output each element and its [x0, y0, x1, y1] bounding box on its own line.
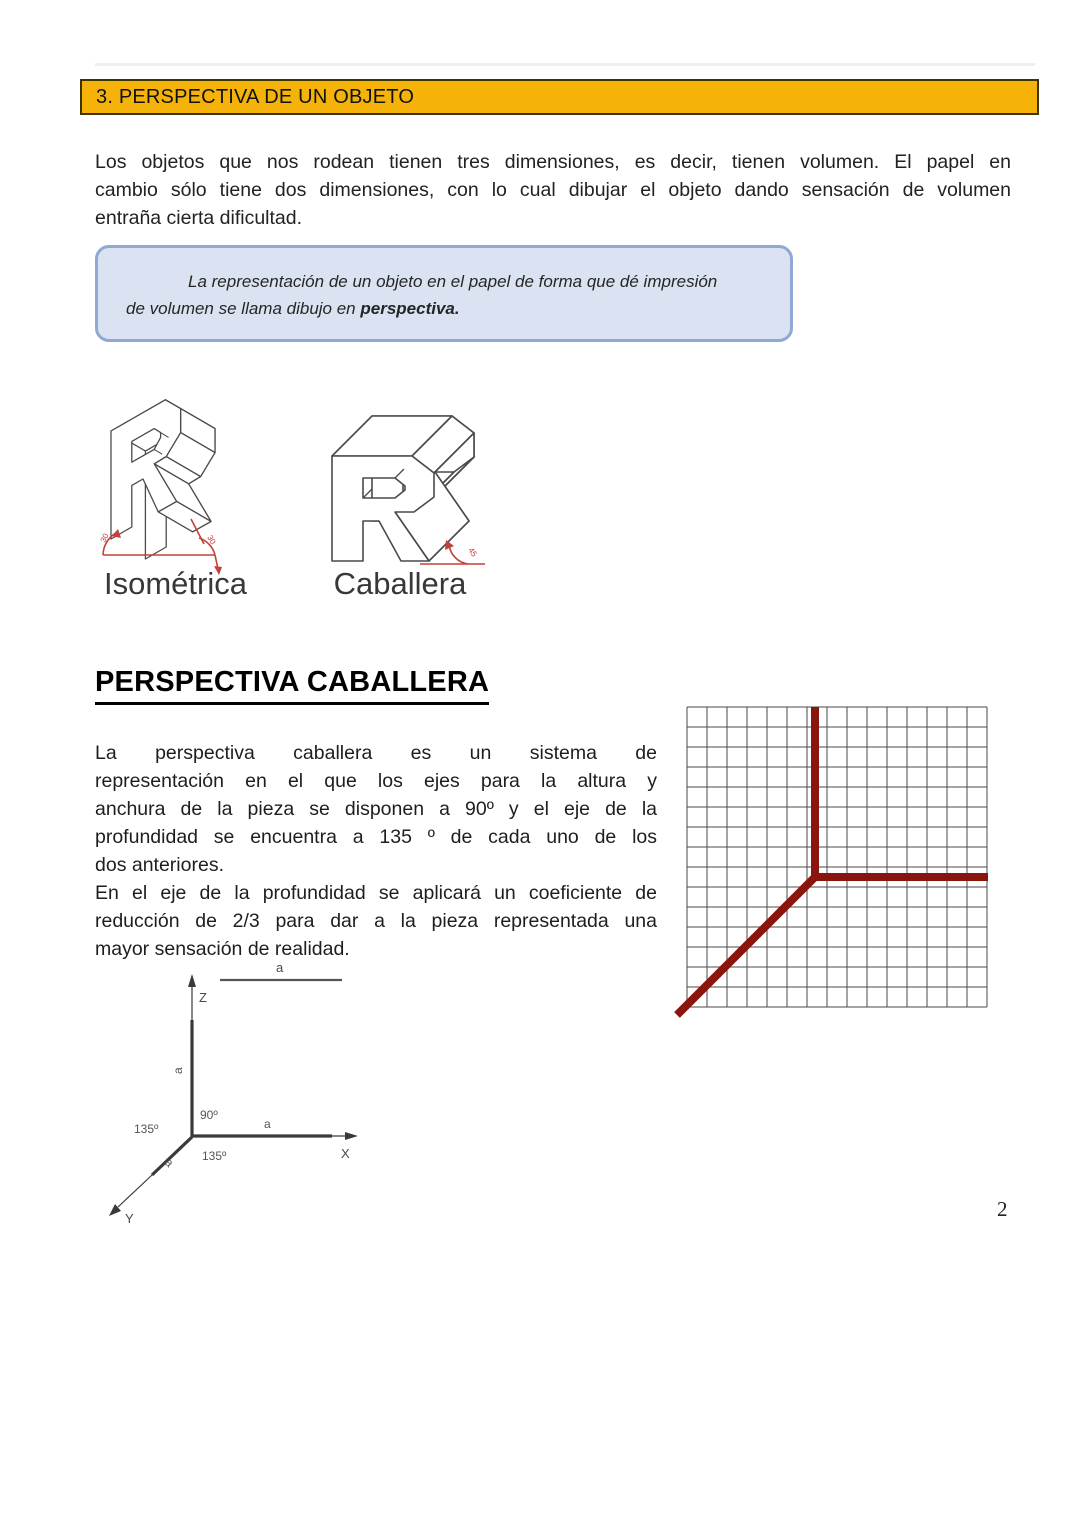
isometric-r-figure: [95, 385, 285, 590]
iso-angle-left-label: 30: [98, 531, 111, 544]
axes-z-label: Z: [199, 990, 207, 1005]
iso-angle-right-label: 30: [205, 533, 218, 546]
axes-a-x-label: a: [264, 1117, 271, 1131]
callout-bold-term: perspectiva.: [360, 299, 460, 318]
section-header-title: 3. PERSPECTIVA DE UN OBJETO: [96, 85, 415, 108]
axes-a-z-label: a: [171, 1067, 185, 1074]
callout-line2: de volumen se llama dibujo en perspectiva.: [126, 299, 460, 318]
cab-angle-label: 45: [466, 545, 479, 559]
section-header-bar: [80, 79, 1039, 115]
caballera-paragraph-1: La perspectiva caballera es un sistema de representación en el que los ejes para la altura y anchura de la pieza se disponen a 90º y el eje de la profundidad se encuentra a 135 º de cada uno de los dos anteriores.: [95, 742, 657, 876]
cavalier-figure-label: Caballera: [333, 566, 467, 601]
axes-x-label: X: [341, 1146, 350, 1161]
caballera-axes-grid-figure: [673, 703, 989, 1015]
callout-line1: La representación de un objeto en el papel de forma que dé impresión: [188, 272, 718, 291]
page-number: 2: [997, 1197, 1008, 1221]
definition-callout: [95, 245, 793, 342]
axes-y-label: Y: [125, 1211, 134, 1226]
axes-a-y-label: a: [161, 1155, 177, 1170]
isometric-figure-label: Isométrica: [104, 566, 247, 601]
axes-angle-135-bottom-label: 135º: [202, 1149, 227, 1163]
axes-a-top-label: a: [276, 960, 284, 975]
axes-angle-90-label: 90º: [200, 1108, 218, 1122]
caballera-paragraphs: [95, 739, 657, 963]
axes-angle-135-left-label: 135º: [134, 1122, 159, 1136]
cavalier-r-figure: [322, 398, 497, 578]
caballera-paragraph-2: En el eje de la profundidad se aplicará un coeficiente de reducción de 2/3 para dar a la pieza representada una mayor sensación de realidad.: [95, 882, 657, 960]
grid-red-axes-vertical-horizontal: [815, 707, 988, 877]
top-divider: [95, 63, 1035, 66]
section-heading: PERSPECTIVA CABALLERA: [95, 666, 489, 705]
intro-paragraph: Los objetos que nos rodean tienen tres dimensiones, es decir, tienen volumen. El papel en cambio sólo tiene dos dimensiones, con lo cual dibujar el objeto dando sensación de volumen entraña cierta dificultad.: [95, 151, 1011, 229]
axes-schema-diagram: [92, 960, 367, 1240]
